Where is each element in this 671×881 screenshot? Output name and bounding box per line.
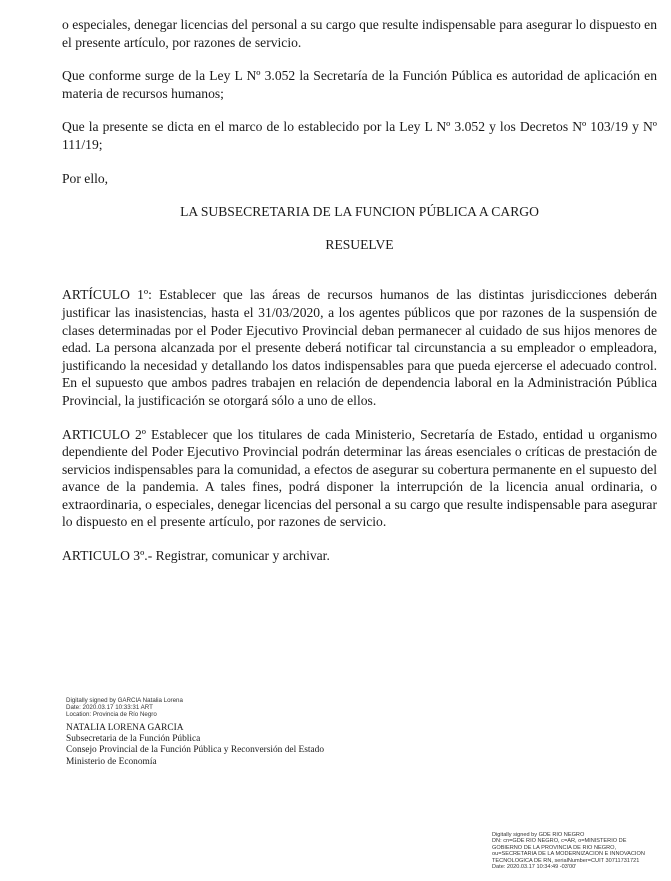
gde-line: ou=SECRETARIA DE LA MODERNIZACION E INNOVACION (492, 851, 645, 858)
signer-name: NATALIA LORENA GARCIA (66, 723, 184, 733)
gde-line: DN: cn=GDE RIO NEGRO, c=AR, o=MINISTERIO DE (492, 838, 627, 845)
gde-line: GOBIERNO DE LA PROVINCIA DE RIO NEGRO, (492, 844, 617, 851)
articulo-2: ARTICULO 2º Establecer que los titulares de cada Ministerio, Secretaría de Estado, entidad u organismo dependiente del Poder Ejecutivo Provincial podrán determinar las áreas esenciales o críticas de prestación de servicios indispensables para la comunidad, a efectos de asegurar su cobertura permanente en el supuesto del avance de la pandemia. A tales fines, podrá disponer la interrupción de la licencia anual ordinaria, o extraordinaria, o especiales, denegar licencias del personal a su cargo que resulte indispensable para asegurar lo dispuesto en el presente artículo, por razones de servicio. (62, 426, 657, 530)
signer-council: Consejo Provincial de la Función Pública y Reconversión del Estado (66, 745, 325, 756)
signature-block (66, 697, 324, 768)
gde-line: Date: 2020.03.17 10:34:49 -03'00' (492, 864, 577, 871)
articulo-1: ARTÍCULO 1º: Establecer que las áreas de recursos humanos de las distintas jurisdicciones deberán justificar las inasistencias, hasta el 31/03/2020, a los agentes públicos que por razones de la suspensión de clases determinadas por el Poder Ejecutivo Provincial deban permanecer al cuidado de sus hijos menores de edad. La persona alcanzada por el presente deberá notificar tal circunstancia a su empleador o empleadora, justificando la necesidad y detallando los datos indispensables para que pueda ejercerse el adecuado control. En el supuesto que ambos padres trabajen en relación de dependencia laboral en la Administración Pública Provincial, la justificación se otorgará sólo a uno de ellos. (62, 287, 657, 408)
digital-signature-line: Digitally signed by GARCIA Natalia Lorena (66, 697, 183, 704)
articulo-3: ARTICULO 3º.- Registrar, comunicar y archivar. (62, 548, 330, 564)
gde-signature-block (492, 832, 662, 870)
paragraph-por-ello: Por ello, (62, 170, 109, 186)
paragraph-ley: Que conforme surge de la Ley L Nº 3.052 la Secretaría de la Función Pública es autoridad de aplicación en materia de recursos humanos; (62, 68, 657, 101)
paragraph-continuation: o especiales, denegar licencias del personal a su cargo que resulte indispensable para asegurar lo dispuesto en el presente artículo, por razones de servicio. (62, 17, 658, 50)
paragraph-marco: Que la presente se dicta en el marco de lo establecido por la Ley L Nº 3.052 y los Decretos Nº 103/19 y Nº 111/19; (62, 119, 657, 152)
signer-role: Subsecretaria de la Función Pública (66, 734, 201, 745)
resolution-title: LA SUBSECRETARIA DE LA FUNCION PÚBLICA A CARGO (180, 204, 539, 220)
digital-signature-location: Location: Provincia de Río Negro (66, 711, 157, 718)
digital-signature-date: Date: 2020.03.17 10:33:31 ART (66, 704, 153, 711)
document-page (62, 16, 657, 581)
resuelve-heading: RESUELVE (325, 236, 394, 252)
gde-line: Digitally signed by GDE RIO NEGRO (492, 832, 585, 838)
gde-line: TECNOLOGICA DE RN, serialNumber=CUIT 30711731721 (492, 857, 640, 864)
signer-ministry: Ministerio de Economía (66, 756, 157, 767)
